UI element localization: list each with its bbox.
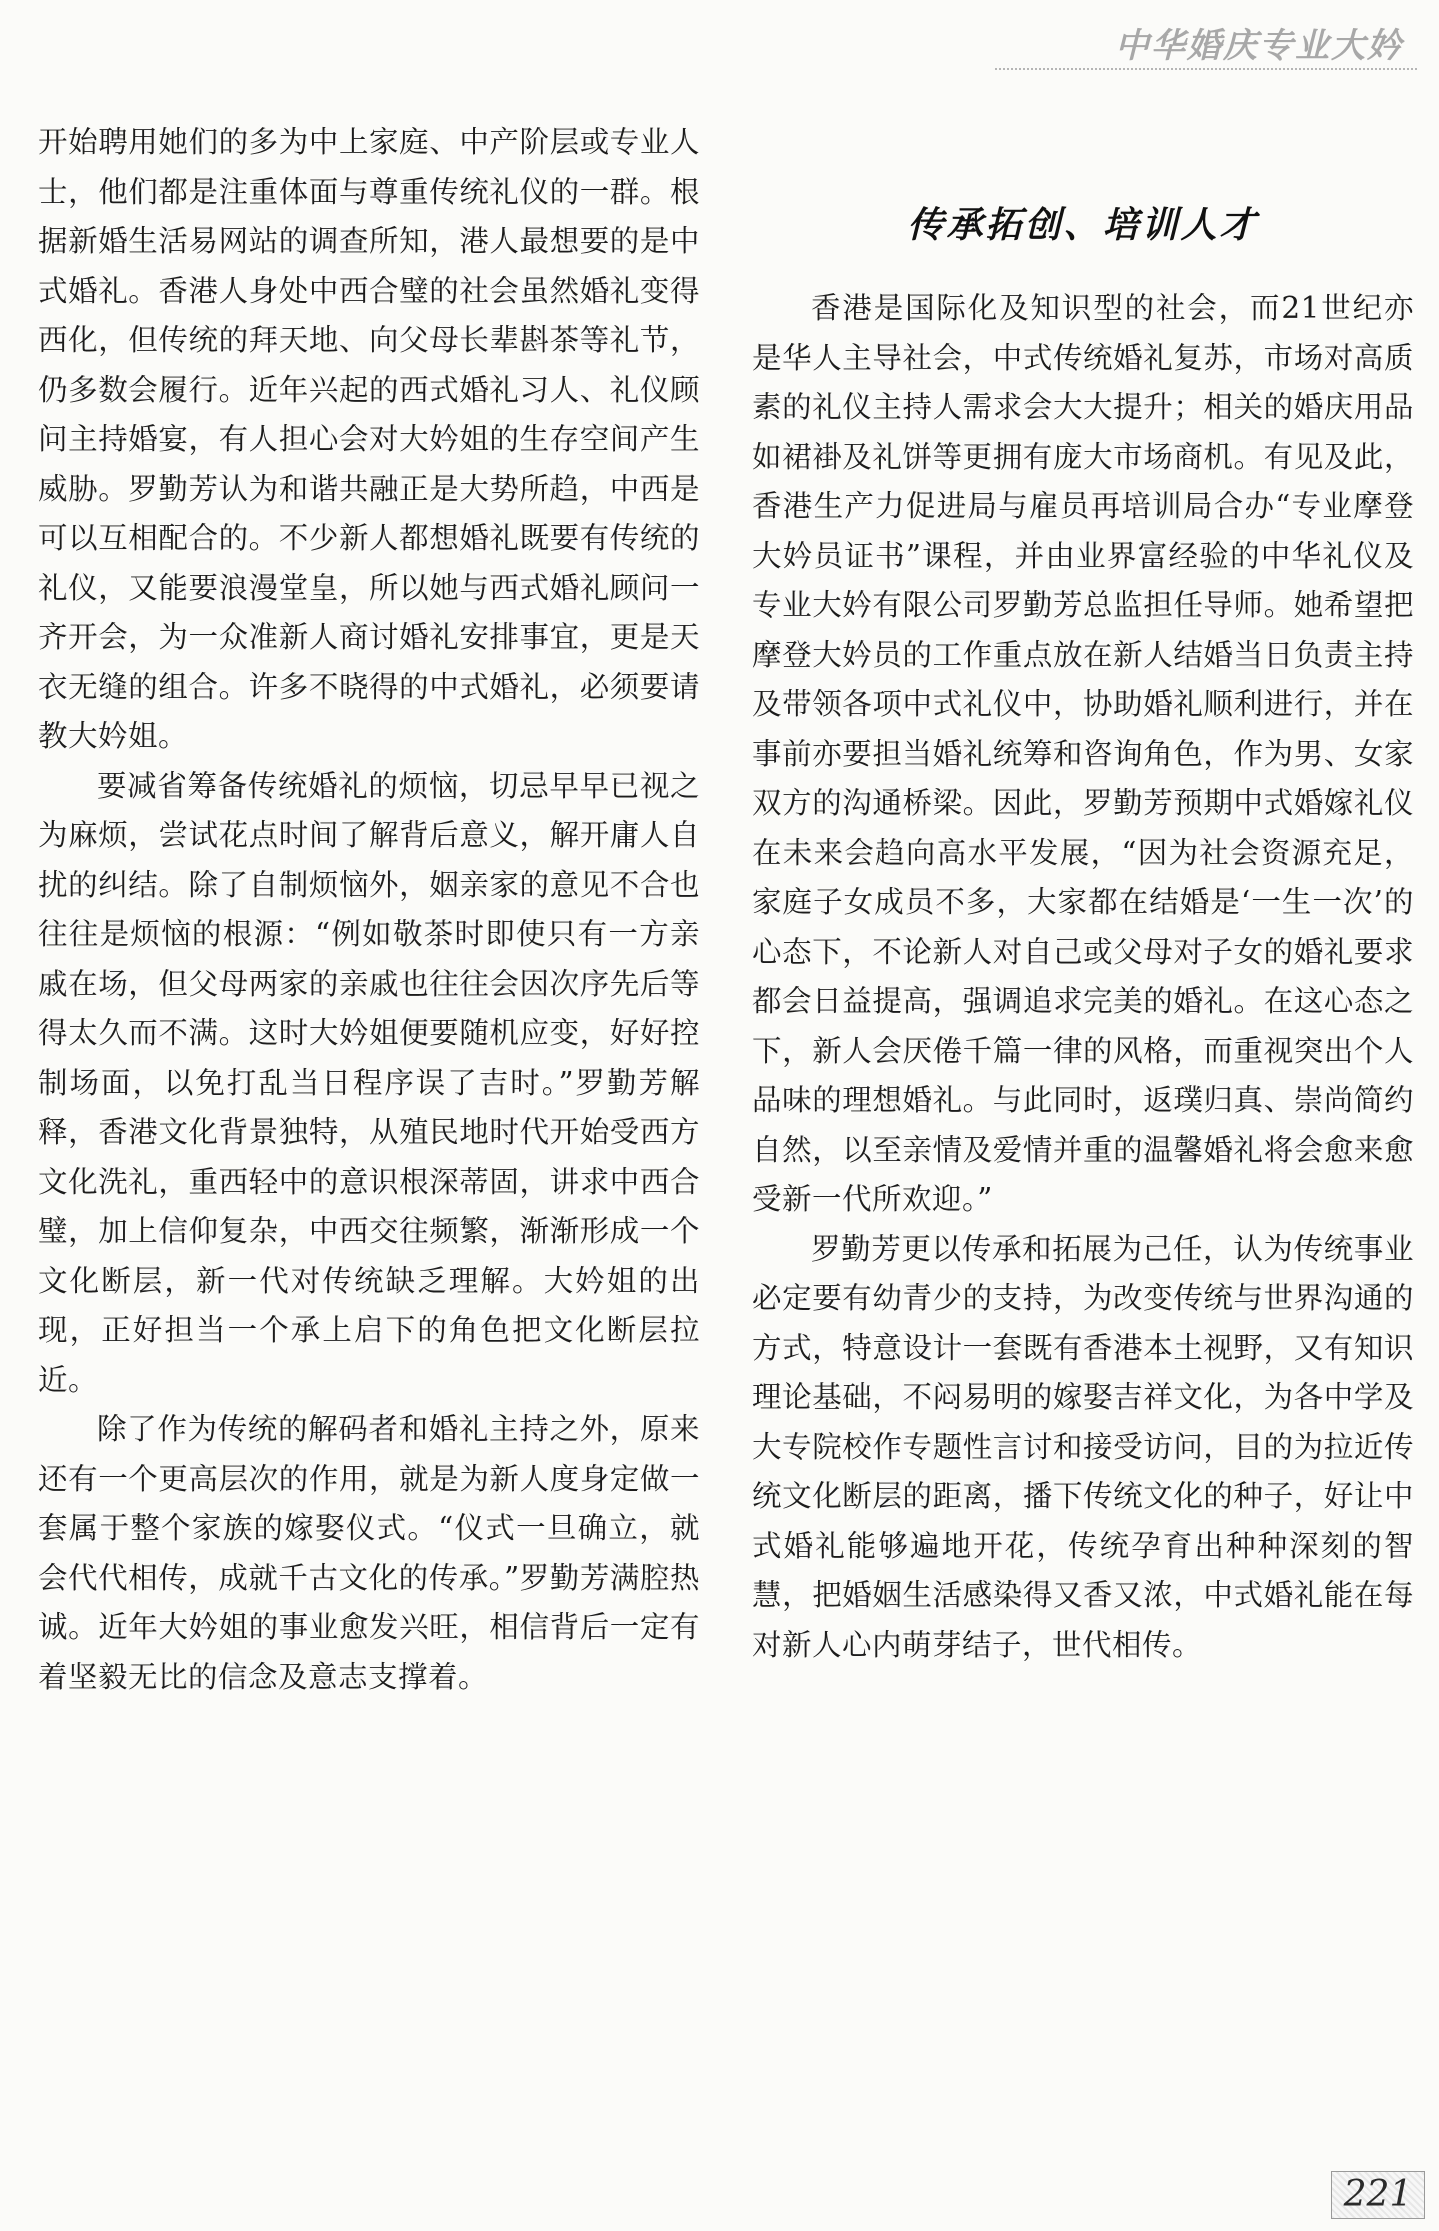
left-column (38, 118, 700, 1702)
body-paragraph: 罗勤芳更以传承和拓展为己任，认为传统事业必定要有幼青少的支持，为改变传统与世界沟通的方式，特意设计一套既有香港本土视野，又有知识理论基础，不闷易明的嫁娶吉祥文化，为各中学及大专院校作专题性言讨和接受访问，目的为拉近传统文化断层的距离，播下传统文化的种子，好让中式婚礼能够遍地开花，传统孕育出种种深刻的智慧，把婚姻生活感染得又香又浓，中式婚礼能在每对新人心内萌芽结子，世代相传。 (752, 1231, 1414, 1662)
page-number: 221 (1343, 2174, 1413, 2215)
body-paragraph: 除了作为传统的解码者和婚礼主持之外，原来还有一个更高层次的作用，就是为新人度身定做一套属于整个家族的嫁娶仪式。“仪式一旦确立，就会代代相传，成就千古文化的传承。”罗勤芳满腔热诚。近年大妗姐的事业愈发兴旺，相信背后一定有着坚毅无比的信念及意志支撑着。 (38, 1412, 700, 1694)
body-paragraph: 要减省筹备传统婚礼的烦恼，切忌早早已视之为麻烦，尝试花点时间了解背后意义，解开庸人自扰的纠结。除了自制烦恼外，姻亲家的意见不合也往往是烦恼的根源：“例如敬茶时即使只有一方亲戚在场，但父母两家的亲戚也往往会因次序先后等得太久而不满。这时大妗姐便要随机应变，好好控制场面，以免打乱当日程序误了吉时。”罗勤芳解释，香港文化背景独特，从殖民地时代开始受西方文化洗礼，重西轻中的意识根深蒂固，讲求中西合璧，加上信仰复杂，中西交往频繁，渐渐形成一个文化断层，新一代对传统缺乏理解。大妗姐的出现，正好担当一个承上启下的角色把文化断层拉近。 (38, 768, 700, 1397)
body-paragraph: 开始聘用她们的多为中上家庭、中产阶层或专业人士，他们都是注重体面与尊重传统礼仪的一群。根据新婚生活易网站的调查所知，港人最想要的是中式婚礼。香港人身处中西合璧的社会虽然婚礼变得西化，但传统的拜天地、向父母长辈斟茶等礼节，仍多数会履行。近年兴起的西式婚礼习人、礼仪顾问主持婚宴，有人担心会对大妗姐的生存空间产生威胁。罗勤芳认为和谐共融正是大势所趋，中西是可以互相配合的。不少新人都想婚礼既要有传统的礼仪，又能要浪漫堂皇，所以她与西式婚礼顾问一齐开会，为一众准新人商讨婚礼安排事宜，更是天衣无缝的组合。许多不晓得的中式婚礼，必须要请教大妗姐。 (38, 125, 700, 753)
page-number-box (1331, 2171, 1425, 2219)
body-paragraph: 香港是国际化及知识型的社会，而21世纪亦是华人主导社会，中式传统婚礼复苏，市场对高质素的礼仪主持人需求会大大提升；相关的婚庆用品如裙褂及礼饼等更拥有庞大市场商机。有见及此，香港生产力促进局与雇员再培训局合办“专业摩登大妗员证书”课程，并由业界富经验的中华礼仪及专业大妗有限公司罗勤芳总监担任导师。她希望把摩登大妗员的工作重点放在新人结婚当日负责主持及带领各项中式礼仪中，协助婚礼顺利进行，并在事前亦要担当婚礼统筹和咨询角色，作为男、女家双方的沟通桥梁。因此，罗勤芳预期中式婚嫁礼仪在未来会趋向高水平发展，“因为社会资源充足，家庭子女成员不多，大家都在结婚是‘一生一次’的心态下，不论新人对自己或父母对子女的婚礼要求都会日益提高，强调追求完美的婚礼。在这心态之下，新人会厌倦千篇一律的风格，而重视突出个人品味的理想婚礼。与此同时，返璞归真、崇尚简约自然，以至亲情及爱情并重的温馨婚礼将会愈来愈受新一代所欢迎。” (752, 291, 1414, 1216)
right-column (752, 118, 1414, 1670)
header-divider (995, 68, 1417, 70)
running-header: 中华婚庆专业大妗 (1115, 26, 1403, 66)
section-heading: 传承拓创、培训人才 (907, 205, 1259, 246)
